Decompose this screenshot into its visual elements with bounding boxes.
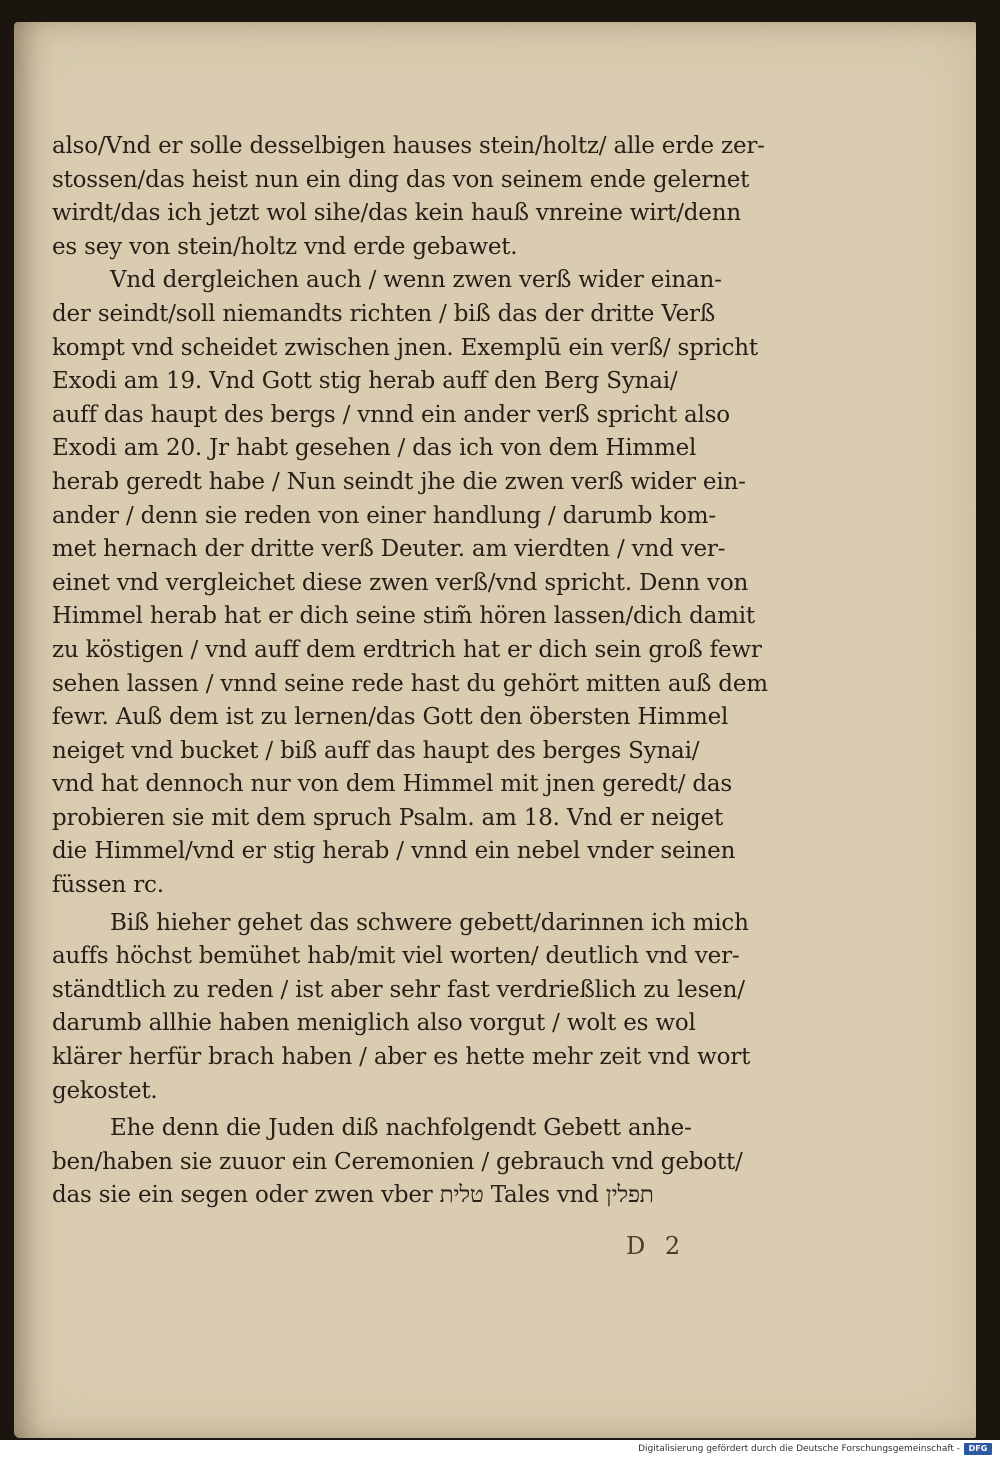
dfg-logo-icon: DFG [964, 1443, 992, 1455]
text-line: kompt vnd scheidet zwischen jnen. Exemplū ein verß/ spricht [52, 334, 758, 361]
text-line: met hernach der dritte verß Deuter. am vierdten / vnd ver- [52, 536, 726, 563]
footer-credit: Digitalisierung gefördert durch die Deutsche Forschungsgemeinschaft - [638, 1444, 960, 1454]
signature-mark: D 2 [626, 1232, 687, 1260]
text-line: zu köstigen / vnd auff dem erdtrich hat er dich sein groß fewr [52, 636, 762, 663]
text-line: ander / denn sie reden von einer handlung / darumb kom- [52, 502, 716, 529]
text-line: auff das haupt des bergs / vnnd ein ander verß spricht also [52, 401, 730, 428]
text-line: Exodi am 19. Vnd Gott stig herab auff den Berg Synai/ [52, 368, 678, 395]
text-line: herab geredt habe / Nun seindt jhe die zwen verß wider ein- [52, 468, 746, 495]
text-line: es sey von stein/holtz vnd erde gebawet. [52, 233, 518, 260]
text-line: darumb allhie haben meniglich also vorgut / wolt es wol [52, 1010, 696, 1037]
text-line: vnd hat dennoch nur von dem Himmel mit jnen geredt/ das [52, 771, 732, 798]
text-line: einet vnd vergleichet diese zwen verß/vnd spricht. Denn von [52, 569, 749, 596]
text-line: probieren sie mit dem spruch Psalm. am 18. Vnd er neiget [52, 804, 723, 831]
text-line: die Himmel/vnd er stig herab / vnnd ein nebel vnder seinen [52, 838, 736, 865]
text-line: füssen rc. [52, 872, 164, 899]
text-line: ben/haben sie zuuor ein Ceremonien / gebrauch vnd gebott/ [52, 1148, 743, 1175]
text-line: klärer herfür brach haben / aber es hette mehr zeit vnd wort [52, 1044, 751, 1071]
page-text [52, 130, 782, 1213]
text-line: das sie ein segen oder zwen vber טלית Tales vnd תפלין [52, 1182, 654, 1209]
text-line: der seindt/soll niemandts richten / biß das der dritte Verß [52, 300, 715, 327]
text-line: fewr. Auß dem ist zu lernen/das Gott den öbersten Himmel [52, 704, 729, 731]
text-line: also/Vnd er solle desselbigen hauses stein/holtz/ alle erde zer- [52, 133, 765, 159]
text-line: Exodi am 20. Jr habt gesehen / das ich von dem Himmel [52, 435, 697, 462]
text-line: gekostet. [52, 1077, 158, 1104]
document-page [14, 22, 976, 1438]
text-line: auffs höchst bemühet hab/mit viel worten/ deutlich vnd ver- [52, 943, 740, 970]
text-line: stossen/das heist nun ein ding das von seinem ende gelernet [52, 166, 750, 193]
text-line: wirdt/das ich jetzt wol sihe/das kein hauß vnreine wirt/denn [52, 200, 741, 227]
footer-bar [0, 1440, 1000, 1459]
text-line: ständtlich zu reden / ist aber sehr fast verdrießlich zu lesen/ [52, 976, 745, 1003]
text-line: Biß hieher gehet das schwere gebett/darinnen ich mich [110, 909, 749, 936]
text-line: Vnd dergleichen auch / wenn zwen verß wider einan- [110, 267, 722, 294]
text-line: sehen lassen / vnnd seine rede hast du gehört mitten auß dem [52, 670, 768, 697]
text-line: Himmel herab hat er dich seine stim̃ hören lassen/dich damit [52, 603, 755, 630]
text-line: Ehe denn die Juden diß nachfolgendt Gebett anhe- [110, 1115, 692, 1142]
text-line: neiget vnd bucket / biß auff das haupt des berges Synai/ [52, 737, 700, 764]
